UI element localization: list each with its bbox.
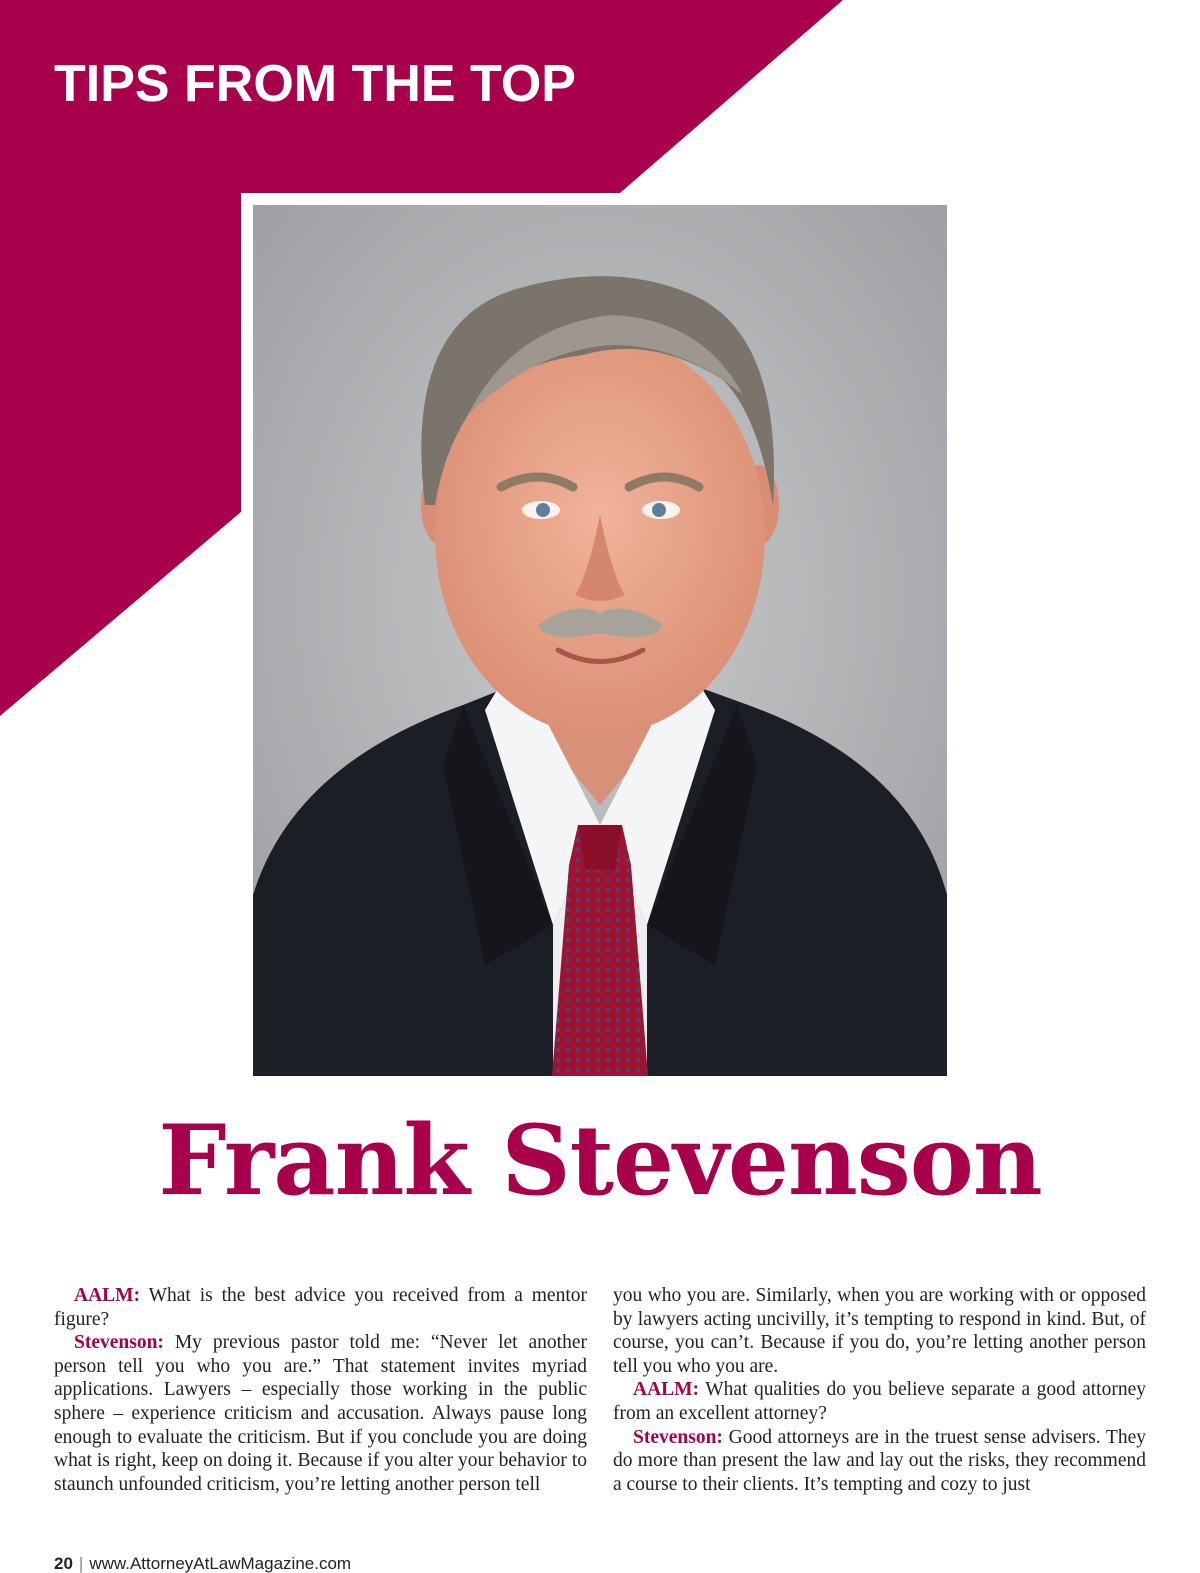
- speaker-label: Stevenson:: [74, 1332, 164, 1354]
- section-title: TIPS FROM THE TOP: [54, 55, 576, 113]
- paragraph-text: Good attorneys are in the truest sense advisers. They do more than present the law and lay out the risks, they recommend a course to their clients. It’s tempting and cozy to just: [613, 1426, 1146, 1495]
- paragraph-text: What is the best advice you received from a mentor figure?: [54, 1285, 587, 1330]
- page-number: 20: [54, 1554, 73, 1573]
- column-left: [54, 1284, 587, 1496]
- speaker-label: AALM:: [74, 1285, 141, 1306]
- paragraph-text: My previous pastor told me: “Never let another person tell you who you are.” That statement invites myriad applications. Lawyers – especially those working in the public sphere – experience criticism and accusation. Always pause long enough to evaluate the criticism. But if you conclude you are doing what is right, keep on doing it. Because if you alter your behavior to staunch unfounded criticism, you’re letting another person tell: [54, 1332, 587, 1495]
- article-body: [54, 1284, 1146, 1496]
- article-headline: Frank Stevenson: [158, 1104, 1042, 1217]
- paragraph-text: you who you are. Similarly, when you are working with or opposed by lawyers acting uncivilly, it’s tempting to respond in kind. But, of course, you can’t. Because if you do, you’re letting another person tell you who you are.: [613, 1285, 1146, 1377]
- footer-divider: |: [78, 1554, 84, 1573]
- speaker-label: Stevenson:: [633, 1426, 723, 1448]
- paragraph: [613, 1378, 1146, 1425]
- footer-url[interactable]: www.AttorneyAtLawMagazine.com: [89, 1554, 352, 1573]
- column-right: [613, 1284, 1146, 1496]
- portrait-photo: [253, 205, 947, 1076]
- paragraph: [54, 1331, 587, 1496]
- paragraph-text: What qualities do you believe separate a good attorney from an excellent attorney?: [613, 1379, 1146, 1424]
- speaker-label: AALM:: [633, 1379, 700, 1401]
- paragraph: [54, 1284, 587, 1331]
- page-footer: [54, 1555, 351, 1572]
- paragraph: [613, 1426, 1146, 1497]
- paragraph: [613, 1284, 1146, 1378]
